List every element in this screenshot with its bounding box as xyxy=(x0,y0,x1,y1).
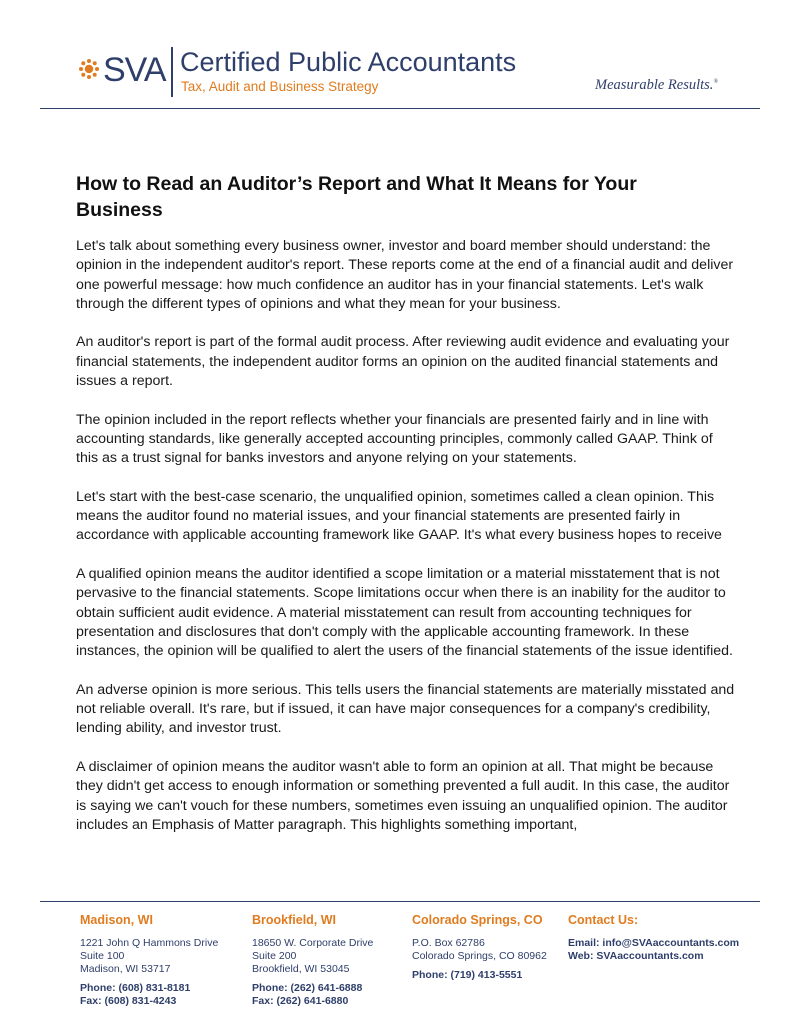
office-colorado-springs xyxy=(412,912,547,982)
paragraph: Let's start with the best-case scenario, the unqualified opinion, sometimes called a clean opinion. This means the auditor found no material issues, and your financial statements are presented fairly in accordance with applicable accounting framework like GAAP. It's what every business hopes to receive xyxy=(76,488,722,544)
article-title: How to Read an Auditor’s Report and What It Means for Your Business xyxy=(76,173,637,221)
office-address-line: Suite 100 xyxy=(80,950,125,962)
office-phone: Phone: (262) 641-6888 xyxy=(252,982,363,994)
footer-rule xyxy=(40,901,760,902)
paragraph: Let's talk about something every business owner, investor and board member should understand: the opinion in the independent auditor's report. These reports come at the end of a financial audit and deliver one powerful message: how much confidence an auditor has in your financial statements. Let's walk through the different types of opinions and what they mean for your business. xyxy=(76,238,734,312)
contact-heading: Contact Us: xyxy=(568,913,639,927)
paragraph: The opinion included in the report reflects whether your financials are presented fairly and in line with accounting standards, like generally accepted accounting principles, commonly called GAAP. Think of this as a trust signal for banks investors and anyone relying on your statements. xyxy=(76,411,713,467)
contact-web[interactable]: Web: SVAaccountants.com xyxy=(568,950,704,962)
office-address-line: 18650 W. Corporate Drive xyxy=(252,937,374,949)
logo-divider xyxy=(171,47,173,97)
paragraph: An auditor's report is part of the formal audit process. After reviewing audit evidence and evaluating your financial statements, the independent auditor forms an opinion on the audited financial statements and issues a report. xyxy=(76,334,730,390)
paragraph: A qualified opinion means the auditor identified a scope limitation or a material misstatement that is not pervasive to the financial statements. Scope limitations occur when there is an inability for the auditor to obtain sufficient audit evidence. A material misstatement can result from accounting techniques for presentation and disclosures that don't comply with the applicable accounting framework. In these instances, the opinion will be qualified to alert the users of the financial statements of the issue identified. xyxy=(76,566,733,660)
office-fax: Fax: (608) 831-4243 xyxy=(80,995,177,1007)
office-city: Brookfield, WI xyxy=(252,913,337,927)
office-city: Madison, WI xyxy=(80,913,153,927)
contact-email[interactable]: Email: info@SVAaccountants.com xyxy=(568,937,740,949)
office-brookfield xyxy=(252,912,373,1008)
office-city: Colorado Springs, CO xyxy=(412,913,543,927)
office-address-line: Madison, WI 53717 xyxy=(80,963,171,975)
header-rule xyxy=(40,108,760,109)
office-phone: Phone: (719) 413-5551 xyxy=(412,969,523,981)
paragraph: A disclaimer of opinion means the auditor wasn't able to form an opinion at all. That might be because they didn't get access to enough information or something prevented a full audit. In this case, the auditor is saying we can't vouch for these numbers, sometimes even issuing an unqualified opinion. The auditor includes an Emphasis of Matter paragraph. This highlights something important, xyxy=(76,759,730,833)
contact-block xyxy=(568,912,739,963)
office-address-line: Colorado Springs, CO 80962 xyxy=(412,950,547,962)
article-body xyxy=(76,237,736,855)
office-madison xyxy=(80,912,218,1008)
office-fax: Fax: (262) 641-6880 xyxy=(252,995,349,1007)
slogan xyxy=(595,77,718,94)
office-address-line: 1221 John Q Hammons Drive xyxy=(80,937,219,949)
letterhead xyxy=(0,0,800,110)
office-address-line: Suite 200 xyxy=(252,950,297,962)
office-address-line: Brookfield, WI 53045 xyxy=(252,963,350,975)
sun-logo-icon xyxy=(78,58,100,80)
office-address-line: P.O. Box 62786 xyxy=(412,937,485,949)
footer xyxy=(0,912,800,1035)
slogan-text: Measurable Results. xyxy=(595,77,714,93)
registered-mark: ® xyxy=(713,79,718,86)
paragraph: An adverse opinion is more serious. This tells users the financial statements are materially misstated and not reliable overall. It's rare, but if issued, it can have major consequences for a company's credibility, lending ability, and investor trust. xyxy=(76,681,735,737)
logo-wordmark: SVA xyxy=(103,51,166,89)
office-phone: Phone: (608) 831-8181 xyxy=(80,982,191,994)
company-name: Certified Public Accountants xyxy=(180,47,517,77)
company-tagline: Tax, Audit and Business Strategy xyxy=(181,79,379,94)
